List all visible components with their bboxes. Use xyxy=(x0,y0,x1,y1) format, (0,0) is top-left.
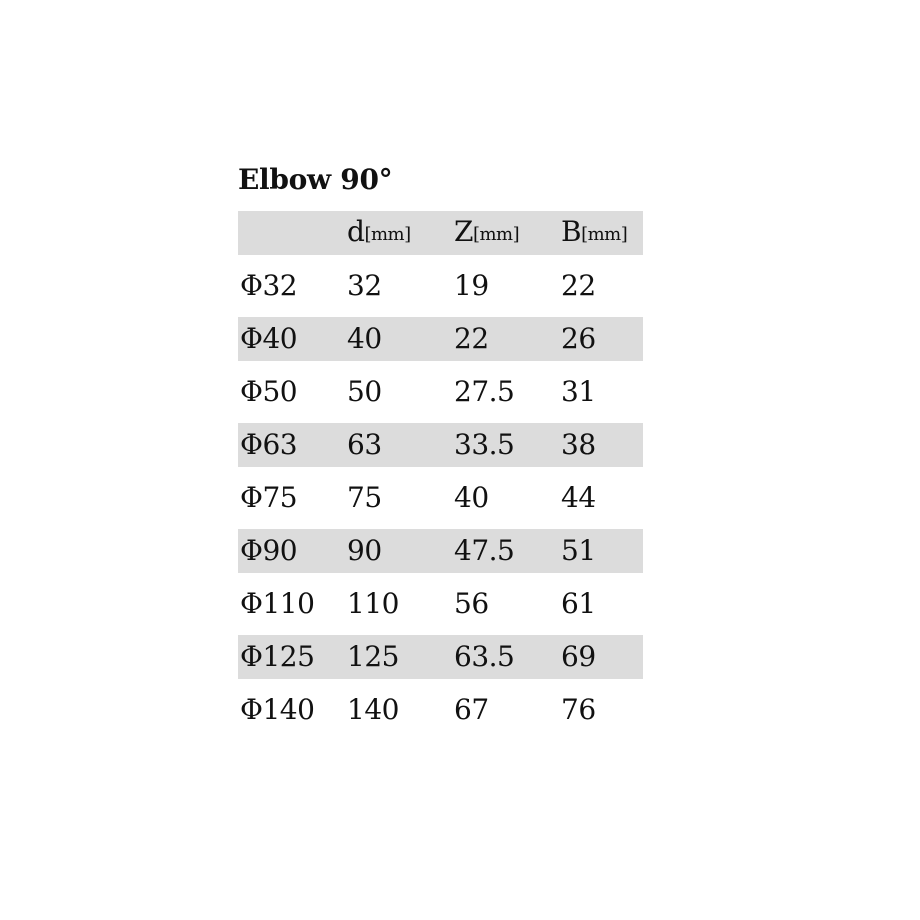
size-cell: Φ40 xyxy=(240,322,298,355)
dimensions-table xyxy=(238,211,643,741)
table-row xyxy=(238,317,643,361)
b-cell: 76 xyxy=(561,693,596,726)
size-cell: Φ90 xyxy=(240,534,298,567)
size-cell: Φ125 xyxy=(240,640,315,673)
z-cell: 56 xyxy=(454,587,489,620)
d-cell: 63 xyxy=(347,428,382,461)
d-cell: 90 xyxy=(347,534,382,567)
header-label: B xyxy=(561,214,582,248)
d-cell: 140 xyxy=(347,693,399,726)
z-cell: 22 xyxy=(454,322,489,355)
table-header-row xyxy=(238,211,643,255)
b-cell: 26 xyxy=(561,322,596,355)
size-cell: Φ110 xyxy=(240,587,315,620)
size-cell: Φ50 xyxy=(240,375,298,408)
d-cell: 125 xyxy=(347,640,399,673)
header-unit: [mm] xyxy=(581,223,628,245)
z-cell: 40 xyxy=(454,481,489,514)
z-cell: 19 xyxy=(454,269,489,302)
header-cell-z xyxy=(454,210,561,257)
table-row xyxy=(238,370,643,414)
b-cell: 61 xyxy=(561,587,596,620)
z-cell: 27.5 xyxy=(454,375,515,408)
d-cell: 40 xyxy=(347,322,382,355)
table-row xyxy=(238,688,643,732)
header-cell-b xyxy=(561,210,643,257)
d-cell: 50 xyxy=(347,375,382,408)
z-cell: 63.5 xyxy=(454,640,515,673)
size-cell: Φ32 xyxy=(240,269,298,302)
table-row xyxy=(238,264,643,308)
d-cell: 32 xyxy=(347,269,382,302)
table-row xyxy=(238,423,643,467)
size-cell: Φ140 xyxy=(240,693,315,726)
size-cell: Φ63 xyxy=(240,428,298,461)
size-cell: Φ75 xyxy=(240,481,298,514)
header-cell-d xyxy=(347,210,454,257)
table-row xyxy=(238,582,643,626)
b-cell: 44 xyxy=(561,481,596,514)
d-cell: 75 xyxy=(347,481,382,514)
d-cell: 110 xyxy=(347,587,399,620)
header-unit: [mm] xyxy=(472,223,520,245)
b-cell: 51 xyxy=(561,534,596,567)
header-label: Z xyxy=(454,214,473,248)
header-label: d xyxy=(347,214,365,248)
z-cell: 33.5 xyxy=(454,428,515,461)
z-cell: 47.5 xyxy=(454,534,515,567)
page-title: Elbow 90° xyxy=(238,163,393,196)
table-row xyxy=(238,529,643,573)
z-cell: 67 xyxy=(454,693,489,726)
table-row xyxy=(238,635,643,679)
b-cell: 22 xyxy=(561,269,596,302)
b-cell: 69 xyxy=(561,640,596,673)
header-unit: [mm] xyxy=(364,223,411,245)
table-row xyxy=(238,476,643,520)
b-cell: 31 xyxy=(561,375,596,408)
b-cell: 38 xyxy=(561,428,596,461)
